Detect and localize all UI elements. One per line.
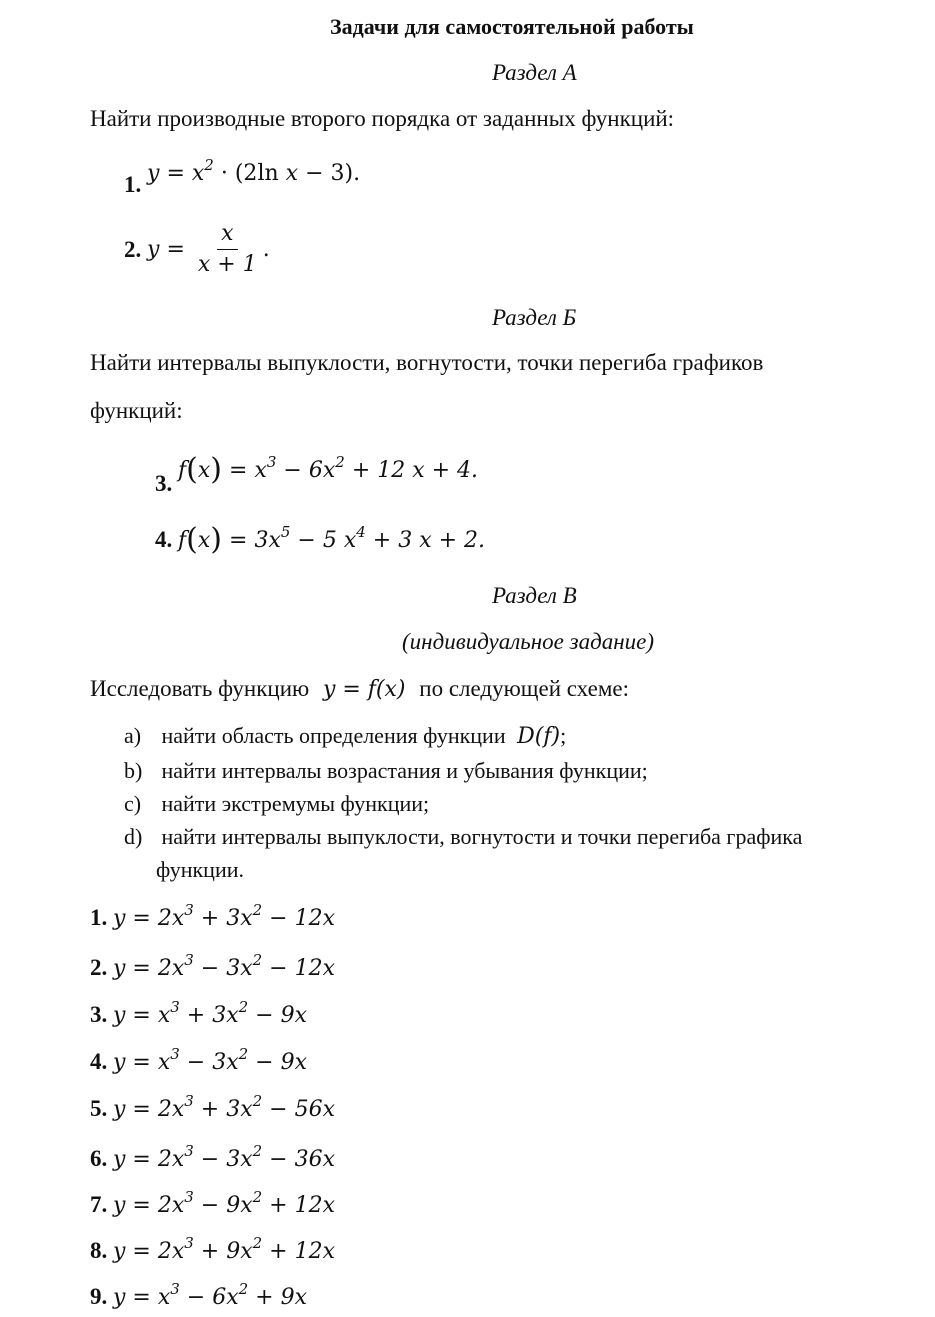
variant-1 — [90, 901, 336, 931]
problem-number: 2. — [124, 236, 142, 262]
section-b-heading: Раздел Б — [492, 305, 577, 330]
step-c: c) найти экстремумы функции; — [124, 791, 430, 816]
section-c-heading: Раздел В — [492, 583, 577, 608]
variant-number: 2. — [90, 955, 108, 980]
problem-2: 2. y = $\frac{x}{x + 1}$ . — [124, 221, 270, 278]
problem-3: 3. $f(x) = x^3 - 6x^2 + 12$ x + 4. — [155, 452, 479, 496]
variant-formula: $y = x^3 - 6x^2 + 9x$ — [113, 1280, 308, 1310]
variant-number: 6. — [90, 1146, 108, 1171]
section-a-instruction: Найти производные второго порядка от заданных функций: — [90, 106, 675, 131]
section-b-instruction-cont: функций: — [90, 398, 183, 423]
section-c-instruction: Исследовать функцию y = f(x) по следующей схеме: — [90, 676, 629, 702]
variant-4 — [90, 1045, 308, 1075]
variant-9 — [90, 1280, 308, 1310]
variant-formula: $y = 2x^3 - 9x^2 + 12x$ — [113, 1188, 336, 1218]
variant-number: 9. — [90, 1284, 108, 1309]
fraction: $\frac{x}{x + 1}$ — [197, 221, 257, 278]
variant-8 — [90, 1234, 336, 1264]
variant-6 — [90, 1142, 336, 1172]
document-title: Задачи для самостоятельной работы — [330, 14, 694, 39]
variant-3 — [90, 998, 308, 1028]
problem-number: 1. — [124, 172, 142, 197]
variant-2 — [90, 951, 336, 981]
variant-formula: $y = x^3 + 3x^2 - 9x$ — [113, 998, 308, 1028]
step-d: d) найти интервалы выпуклости, вогнутости и точки перегиба графика — [124, 824, 803, 849]
variant-number: 7. — [90, 1192, 108, 1217]
step-d-continued: функции. — [156, 857, 244, 882]
variant-formula: $y = 2x^3 - 3x^2 - 12x$ — [113, 951, 336, 981]
variant-number: 5. — [90, 1096, 108, 1121]
variant-formula: $y = 2x^3 + 3x^2 - 12x$ — [113, 901, 336, 931]
problem-number: 3. — [155, 471, 173, 496]
step-a: a) найти область определения функции D(f); — [124, 723, 567, 749]
step-b: b) найти интервалы возрастания и убывания функции; — [124, 758, 648, 783]
variant-number: 1. — [90, 905, 108, 930]
variant-formula: $y = x^3 - 3x^2 - 9x$ — [113, 1045, 308, 1075]
variant-number: 4. — [90, 1049, 108, 1074]
variant-formula: $y = 2x^3 - 3x^2 - 36x$ — [113, 1142, 336, 1172]
problem-number: 4. — [155, 527, 173, 552]
variant-5 — [90, 1092, 336, 1122]
problem-1: 1. $y = x^2 \cdot (2\ln$ x − 3). — [124, 156, 361, 197]
variant-number: 8. — [90, 1238, 108, 1263]
instruction-formula: y = f(x) — [322, 677, 406, 702]
section-b-instruction: Найти интервалы выпуклости, вогнутости, точки перегиба графиков — [90, 350, 764, 375]
variant-formula: $y = 2x^3 + 3x^2 - 56x$ — [113, 1092, 336, 1122]
section-a-heading: Раздел А — [492, 60, 577, 85]
variant-number: 3. — [90, 1002, 108, 1027]
section-c-subheading: (индивидуальное задание) — [402, 629, 654, 654]
variant-7 — [90, 1188, 336, 1218]
problem-4: 4. $f(x) = 3x^5 - 5$ $x^4 + 3$ x + 2. — [155, 522, 486, 557]
variant-formula: $y = 2x^3 + 9x^2 + 12x$ — [113, 1234, 336, 1264]
